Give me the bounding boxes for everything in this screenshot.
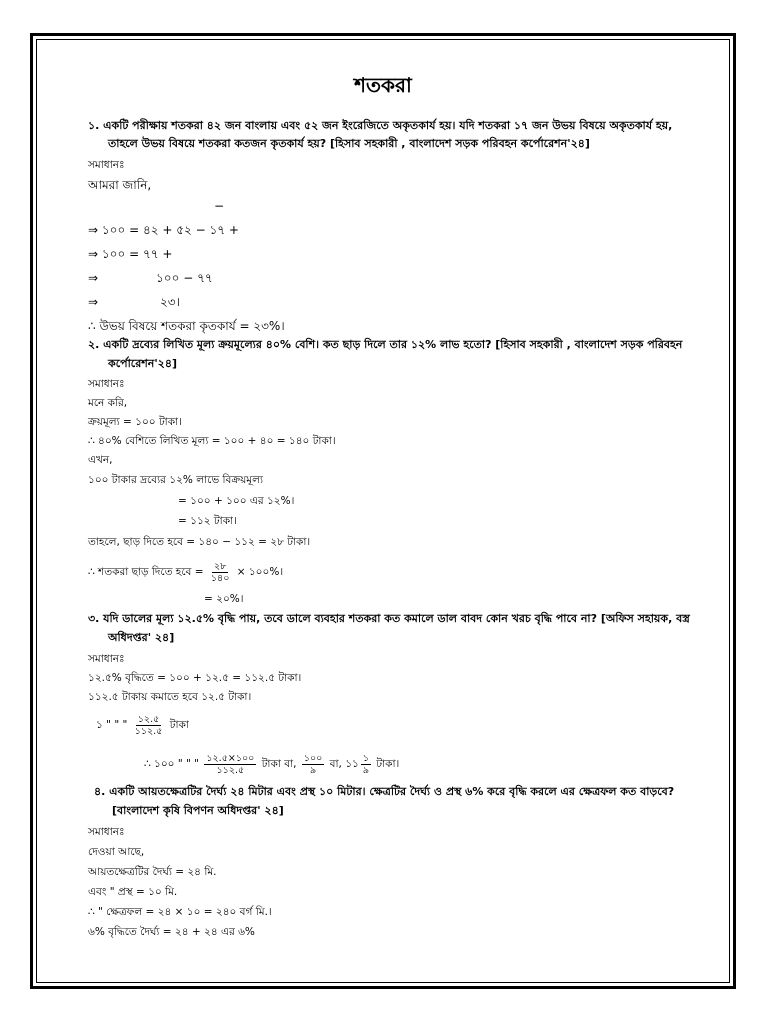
q3-fraction-4-denominator: ৯ [362,764,370,776]
q4-increase: ৬% বৃদ্ধিতে দৈর্ঘ্য = ২৪ + ২৪ এর ৬% [88,926,255,938]
q3-fraction-1 [133,714,165,737]
q3-fraction-1-numerator: ১২.৫ [137,713,160,725]
q3-ratio-row-1 [96,712,189,738]
q2-text-line2: কর্পোরেশন'২৪] [108,357,178,370]
q4-text-line1: ৪. একটি আয়তক্ষেত্রটির দৈর্ঘ্য ২৪ মিটার এবং প্রস্থ ১০ মিটার। ক্ষেত্রটির দৈর্ঘ্য ও প্রস্থ ৬% করে বৃদ্ধি করলে এর ক্ষেত্রফল কত বাড়বে? [94,785,675,798]
q3-fraction-1-denominator: ১১২.৫ [134,725,163,737]
q2-answer: = ২০%। [204,593,244,605]
q4-solution-label: সমাধানঃ [88,826,125,838]
page-title: শতকরা [354,73,412,97]
q2-now: এখন, [88,454,113,466]
q2-solution-label: সমাধানঃ [88,378,125,390]
q1-equation-3-arrow: ⇒ [88,271,99,285]
q3-ratio-2-label: ∴ ১০০ " " " [144,758,199,770]
q2-discount: তাহলে, ছাড় দিতে হবে = ১৪০ − ১১২ = ২৮ টাকা। [88,536,311,548]
q3-ratio-1-label: ১ " " " [96,719,128,731]
q4-width: এবং " প্রস্থ = ১০ মি. [88,886,178,898]
q1-we-know: আমরা জানি, [88,178,152,192]
q2-fraction-denominator: ১৪০ [210,572,230,584]
document-page [36,39,730,983]
q3-text-line1: ৩. যদি ডালের মূল্য ১২.৫% বৃদ্ধি পায়, তবে ডালে ব্যবহার শতকরা কত কমালে ডাল বাবদ কোন খরচ বৃদ্ধি পাবে না? [অফিস সহায়ক, বস্ত্র [88,612,690,625]
q1-equation-3: ১০০ − ৭৭ [156,271,213,285]
q4-area: ∴ " ক্ষেত্রফল = ২৪ × ১০ = ২৪০ বর্গ মি.। [88,906,272,918]
q1-equation-1: ⇒ ১০০ = ৪২ + ৫২ − ১৭ + [88,223,239,237]
q4-text-line2: [বাংলাদেশ কৃষি বিপণন অধিদপ্তর' ২৪] [112,804,284,817]
q2-percent-multiplier: × ১০০%। [236,566,284,578]
q1-text-line2: তাহলে উভয় বিষয়ে শতকরা কতজন কৃতকার্য হয়? [হিসাব সহকারী , বাংলাদেশ সড়ক পরিবহন কর্পোরেশন'২৪] [108,137,590,150]
q1-dash: − [214,199,225,213]
q2-fraction [209,561,232,584]
q1-equation-4-arrow: ⇒ [88,295,99,309]
q2-fraction-numerator: ২৮ [213,560,227,572]
q3-fraction-3-numerator: ১০০ [303,752,323,764]
q2-cost: ক্রয়মূল্য = ১০০ টাকা। [88,416,182,428]
q3-fraction-3 [302,753,325,776]
q3-solution-label: সমাধানঃ [88,653,125,665]
q2-percent-label: ∴ শতকরা ছাড় দিতে হবে = [88,566,204,578]
q3-fraction-2-denominator: ১১২.৫ [216,764,245,776]
q2-marked-price: ∴ ৪০% বেশিতে লিখিত মূল্য = ১০০ + ৪০ = ১৪০ টাকা। [88,435,336,447]
q1-text-line1: ১. একটি পরীক্ষায় শতকরা ৪২ জন বাংলায় এবং ৫২ জন ইংরেজিতে অকৃতকার্য হয়। যদি শতকরা ১৭ জন উভয় বিষয়ে অকৃতকার্য হয়, [88,119,673,132]
q1-solution-label: সমাধানঃ [88,159,125,171]
q3-fraction-4-numerator: ১ [362,752,370,764]
q3-fraction-4 [361,753,371,776]
q1-equation-2: ⇒ ১০০ = ৭৭ + [88,247,173,261]
q1-equation-4: ২৩। [160,295,180,309]
q3-ratio-2-end: টাকা। [376,758,400,770]
q2-text-line1: ২. একটি দ্রব্যের লিখিত মূল্য ক্রয়মূল্যের ৪০% বেশি। কত ছাড় দিলে তার ১২% লাভ হতো? [হিসাব সহকারী , বাংলাদেশ সড়ক পরিবহন [88,338,683,351]
q2-selling-step-2: = ১১২ টাকা। [178,515,237,527]
q2-percent-discount [88,559,283,585]
q3-ratio-2-unit: টাকা বা, [261,758,297,770]
q3-ratio-row-2 [144,751,399,777]
q3-fraction-2 [204,753,256,776]
q1-answer: ∴ উভয় বিষয়ে শতকরা কৃতকার্য = ২৩%। [88,319,285,333]
q3-ratio-1-unit: টাকা [169,719,189,731]
q4-length: আয়তক্ষেত্রটির দৈর্ঘ্য = ২৪ মি. [88,866,217,878]
q4-given: দেওয়া আছে, [88,846,145,858]
q3-reduce: ১১২.৫ টাকায় কমাতে হবে ১২.৫ টাকা। [88,691,252,703]
q2-selling-step-1: = ১০০ + ১০০ এর ১২%। [178,495,295,507]
q3-fraction-3-denominator: ৯ [309,764,317,776]
q2-let: মনে করি, [88,397,128,409]
q3-text-line2: অধিদপ্তর' ২৪] [108,631,175,644]
q2-selling-price: ১০০ টাকার দ্রব্যের ১২% লাভে বিক্রয়মূল্য [88,474,263,486]
q3-ratio-2-or: বা, ১১ [329,758,359,770]
q3-fraction-2-numerator: ১২.৫×১০০ [206,752,255,764]
q3-increase: ১২.৫% বৃদ্ধিতে = ১০০ + ১২.৫ = ১১২.৫ টাকা। [88,672,302,684]
